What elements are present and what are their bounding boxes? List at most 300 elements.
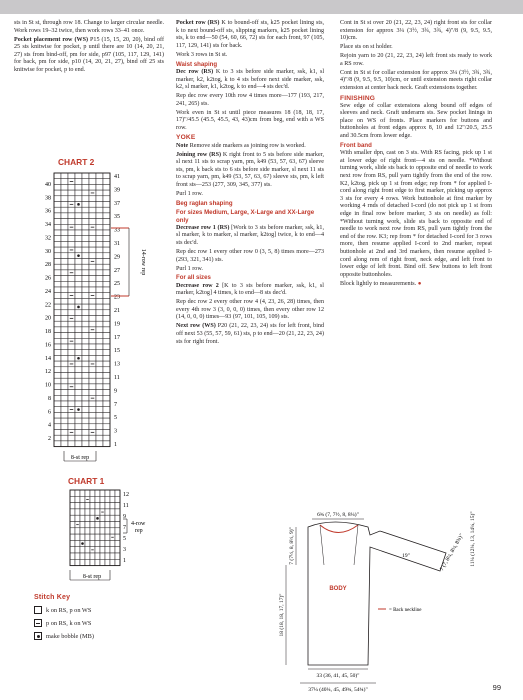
chart-cell (54, 173, 61, 179)
chart-cell (89, 230, 96, 236)
text-para: Decrease row 1 (RS) [Work to 3 sts before marker, ssk, k1, sl marker, k to marker, sl marker, k2tog] twice, k to end—4 sts dec'd. (176, 224, 324, 246)
chart-cell (85, 503, 90, 509)
chart-cell (100, 540, 105, 546)
chart-cell (68, 350, 75, 356)
sleeve-length-label: 19" (402, 553, 410, 559)
chart-cell (70, 496, 75, 502)
chart-cell (90, 540, 95, 546)
chart-cell (96, 224, 103, 230)
column-right (340, 20, 492, 290)
chart-cell (75, 173, 82, 179)
chart-cell (115, 528, 120, 534)
chart-cell (54, 333, 61, 339)
chart-cell (90, 509, 95, 515)
chart-cell (61, 327, 68, 333)
row-number: 34 (45, 222, 51, 229)
chart-cell (82, 378, 89, 384)
chart-cell (85, 509, 90, 515)
chart-cell (75, 179, 82, 185)
chart-cell (75, 401, 82, 407)
bobble-symbol-icon (81, 542, 84, 545)
chart-cell (68, 207, 75, 213)
row-number: 38 (45, 195, 51, 202)
row-number: 19 (114, 321, 120, 328)
chart-cell (61, 321, 68, 327)
chart-cell (82, 247, 89, 253)
chart-cell (89, 338, 96, 344)
chart-cell (82, 184, 89, 190)
chart-cell (105, 540, 110, 546)
row-number: 6 (48, 409, 51, 416)
text-para: With smaller dpn, cast on 3 sts. With RS facing, pick up 1 st at lower edge of right front—4 sts on needle. *Without turning work, slide sts back to opposite end of needle to work next row from RS, pull yarn tightly from the end of the row. K2, k2tog, pick up 1 st from edge; rep from * for applied I-cord along right front edge to first marker, picking up approx 3 sts for every 4 rows. Work buttonhole at first marker by working 4 rnds of detached I-cord (do not pick up 1 st from edge in final row before marker, 3 sts on needle) as foll: *Without turning work, slide sts back to opposite end of needle to work next row from RS, pull yarn tightly from the end of the row. K3; rep from * for detached I-cord for 3 rows more, then resume applied I-cord to 2nd marker, repeat buttonhole at 2nd and 3rd markers, then resume applied I-cord along rem of right front, neck edge, and left front to lower edge of left front. Bind off. Sew buttons to left front opposite buttonholes. (340, 150, 492, 278)
chart-cell (80, 509, 85, 515)
key-item: make bobble (MB) (34, 632, 94, 640)
chart1-cells (70, 490, 129, 566)
chart-cell (70, 528, 75, 534)
chart-cell (75, 190, 82, 196)
row-number: 24 (45, 288, 51, 295)
chart-cell (54, 321, 61, 327)
chart-cell (96, 230, 103, 236)
chart-cell (61, 179, 68, 185)
chart-cell (89, 418, 96, 424)
row-number: 25 (114, 281, 120, 288)
chart-cell (105, 534, 110, 540)
chart-cell (85, 515, 90, 521)
chart-cell (54, 253, 61, 259)
text-para: Purl 1 row. (176, 191, 203, 197)
chart-cell (75, 430, 82, 436)
chart-cell (82, 407, 89, 413)
chart-cell (95, 540, 100, 546)
chart-cell (100, 522, 105, 528)
chart-cell (61, 418, 68, 424)
chart-cell (61, 350, 68, 356)
row-number: 32 (45, 235, 51, 242)
chart-cell (75, 196, 82, 202)
chart-cell (115, 534, 120, 540)
chart-cell (61, 219, 68, 225)
chart-cell (89, 213, 96, 219)
chart-cell (70, 553, 75, 559)
chart-cell (82, 361, 89, 367)
chart-cell (61, 338, 68, 344)
bobble-symbol-icon (77, 254, 80, 257)
chart-cell (85, 522, 90, 528)
chart-cell (90, 515, 95, 521)
chart-cell (89, 236, 96, 242)
chart-cell (103, 355, 110, 361)
chart-cell (75, 559, 80, 565)
chart-cell (89, 333, 96, 339)
chart-cell (103, 173, 110, 179)
chart-cell (89, 207, 96, 213)
chart-cell (82, 196, 89, 202)
chart-cell (82, 321, 89, 327)
row-number: 36 (45, 208, 51, 215)
chart-cell (96, 407, 103, 413)
chart-cell (75, 390, 82, 396)
bobble-symbol-icon (77, 306, 80, 309)
chart-cell (68, 355, 75, 361)
section-subheading: Front band (340, 142, 372, 150)
chart-cell (90, 559, 95, 565)
row-number: 31 (114, 241, 120, 247)
chart-cell (82, 401, 89, 407)
step-heading: Pocket placement row (WS) (14, 36, 88, 43)
chart-cell (90, 528, 95, 534)
chart-cell (103, 304, 110, 310)
chart-cell (68, 259, 75, 265)
chart-cell (61, 202, 68, 208)
chart-cell (89, 390, 96, 396)
chart-cell (61, 196, 68, 202)
chart-cell (96, 179, 103, 185)
chart-cell (103, 430, 110, 436)
text-para: sts in St st, through row 18. Change to larger circular needle. Work rows 19–32 twice, then work rows 33–41 once. (14, 20, 164, 34)
chart-cell (95, 534, 100, 540)
chart-cell (54, 298, 61, 304)
chart-cell (68, 418, 75, 424)
chart-cell (82, 435, 89, 441)
chart-cell (54, 350, 61, 356)
chart-cell (54, 435, 61, 441)
chart-cell (61, 355, 68, 361)
chart-cell (95, 559, 100, 565)
chart-cell (75, 435, 82, 441)
chart-cell (82, 236, 89, 242)
chart-cell (95, 553, 100, 559)
chart-cell (75, 540, 80, 546)
chart-cell (103, 367, 110, 373)
chart-cell (75, 287, 82, 293)
row-rep-label: rep (135, 528, 143, 534)
chart-cell (54, 219, 61, 225)
chart-cell (85, 528, 90, 534)
text-para: Cont in St st for collar extension for approx 3¼ (3½, 3¾, 3¾, 4)"/8 (9, 9.5, 9.5, 10)cm, or until extension meets right collar extension at center back neck. Graft extensions together. (340, 69, 492, 91)
chart-cell (75, 441, 82, 447)
purl-symbol-icon (34, 619, 42, 627)
chart-cell (54, 270, 61, 276)
chart-cell (103, 236, 110, 242)
chart-cell (82, 424, 89, 430)
chart-cell (89, 344, 96, 350)
chart1-title: CHART 1 (68, 476, 105, 486)
chart-cell (96, 430, 103, 436)
chart-cell (100, 515, 105, 521)
text-para: Block lightly to measurements. ● (340, 280, 422, 287)
chart-cell (115, 559, 120, 565)
chart-cell (75, 378, 82, 384)
chart-cell (75, 184, 82, 190)
row-number: 13 (114, 361, 120, 368)
chart-cell (70, 490, 75, 496)
chart-cell (54, 310, 61, 316)
chart-cell (75, 281, 82, 287)
chart-cell (75, 361, 82, 367)
chart-cell (105, 515, 110, 521)
text-para: Note Remove side markers as joining row is worked. (176, 142, 306, 149)
chart-cell (75, 327, 82, 333)
chart-cell (68, 241, 75, 247)
chart-cell (103, 196, 110, 202)
row-number: 18 (45, 329, 51, 336)
chart-cell (96, 344, 103, 350)
row-number: 7 (123, 525, 126, 531)
chart-cell (103, 281, 110, 287)
chart-cell (115, 515, 120, 521)
chart-cell (75, 298, 82, 304)
chart-cell (89, 281, 96, 287)
chart-cell (68, 378, 75, 384)
section-subheading: For all sizes (176, 274, 211, 282)
chart-cell (61, 224, 68, 230)
chart-cell (103, 401, 110, 407)
chart-cell (75, 412, 82, 418)
chart-cell (68, 219, 75, 225)
chart-cell (89, 247, 96, 253)
bust-label: 33 (36, 41, 45, 50)" (316, 673, 360, 679)
chart-cell (54, 430, 61, 436)
chart-cell (90, 522, 95, 528)
chart-cell (54, 418, 61, 424)
chart-cell (75, 276, 82, 282)
chart-cell (96, 259, 103, 265)
chart-cell (70, 534, 75, 540)
chart-cell (103, 412, 110, 418)
row-number: 8 (48, 395, 51, 402)
garment-schematic (278, 505, 508, 695)
section-heading: YOKE (176, 134, 196, 142)
chart-cell (100, 490, 105, 496)
chart-cell (54, 424, 61, 430)
row-number: 1 (114, 442, 117, 448)
chart-cell (105, 559, 110, 565)
chart-cell (103, 378, 110, 384)
chart-cell (68, 190, 75, 196)
body-outline (308, 522, 446, 665)
chart-cell (85, 559, 90, 565)
text-para: Place sts on st holder. (340, 44, 393, 51)
chart-cell (96, 333, 103, 339)
chart-cell (95, 503, 100, 509)
chart-cell (61, 441, 68, 447)
row-number: 3 (114, 428, 117, 435)
row-number: 16 (45, 342, 51, 349)
chart-cell (61, 281, 68, 287)
chart-cell (95, 528, 100, 534)
chart-cell (80, 559, 85, 565)
chart-cell (75, 264, 82, 270)
row-number: 40 (45, 182, 51, 188)
text-para: Joining row (RS) K right front to 5 sts before side marker, sl next 11 sts to scrap yarn, pm, k49 (53, 57, 63, 67) sleeve sts, pm, k back sts to 6 sts before side marker, sl next 11 sts to scrap yarn, pm, k49 (53, 57, 63, 67) sleeve sts, pm, k left front sts—253 (277, 309, 345, 377) sts. (176, 151, 324, 189)
chart-cell (85, 553, 90, 559)
chart-cell (54, 316, 61, 322)
chart-cell (68, 424, 75, 430)
chart-cell (96, 424, 103, 430)
section-subheading: Waist shaping (176, 60, 218, 68)
chart-cell (96, 412, 103, 418)
chart-cell (82, 344, 89, 350)
chart-cell (96, 298, 103, 304)
chart-cell (75, 207, 82, 213)
chart-cell (89, 304, 96, 310)
chart-cell (82, 350, 89, 356)
row-number: 30 (45, 248, 51, 255)
upper-arm-label: 11¼ (12¼, 13, 14¼, 15)" (470, 511, 476, 567)
chart-cell (95, 490, 100, 496)
chart-cell (103, 241, 110, 247)
chart-cell (96, 207, 103, 213)
chart-cell (68, 344, 75, 350)
chart-cell (68, 321, 75, 327)
chart-cell (54, 304, 61, 310)
text-para: Rep dec row every 10th row 4 times more—177 (193, 217, 241, 265) sts. (176, 93, 324, 107)
chart-cell (70, 559, 75, 565)
text-para: Sew edge of collar extensions along bound off edges of sleeves and neck. Graft underarm sts. Sew pocket linings in place on WS of fronts. Place markers for buttons and buttonholes at front edges approx 8, 10 and 12"/20.5, 25.5 and 30.5cm from lower edge. (340, 102, 492, 140)
chart-cell (54, 395, 61, 401)
chart-cell (75, 496, 80, 502)
chart-cell (103, 418, 110, 424)
chart-cell (80, 528, 85, 534)
chart-cell (89, 407, 96, 413)
chart-cell (68, 173, 75, 179)
chart-cell (90, 496, 95, 502)
row-number: 11 (114, 375, 120, 381)
chart-cell (61, 264, 68, 270)
chart-cell (103, 224, 110, 230)
chart-cell (70, 540, 75, 546)
chart-cell (90, 534, 95, 540)
top-width-label: 6¾ (7, 7½, 8, 8¼)" (317, 512, 359, 518)
chart-cell (75, 534, 80, 540)
chart-cell (68, 395, 75, 401)
chart-cell (103, 276, 110, 282)
chart-cell (115, 496, 120, 502)
chart-cell (61, 401, 68, 407)
chart-cell (96, 213, 103, 219)
chart-cell (82, 287, 89, 293)
chart-cell (61, 184, 68, 190)
chart-cell (82, 270, 89, 276)
chart-cell (82, 355, 89, 361)
row-rep-label: 4-row (131, 521, 146, 527)
chart-cell (75, 547, 80, 553)
chart-cell (85, 534, 90, 540)
hem-label: 37¼ (40¼, 45, 49¾, 54¾)" (308, 687, 368, 693)
chart-cell (110, 528, 115, 534)
chart-cell (61, 236, 68, 242)
chart-cell (61, 253, 68, 259)
chart-cell (82, 202, 89, 208)
row-number: 27 (114, 267, 120, 274)
chart-cell (54, 441, 61, 447)
chart-cell (96, 276, 103, 282)
chart-cell (54, 224, 61, 230)
chart-cell (96, 327, 103, 333)
bobble-symbol-icon (77, 357, 80, 360)
chart-cell (70, 522, 75, 528)
chart-cell (54, 367, 61, 373)
chart-cell (54, 207, 61, 213)
chart-cell (54, 264, 61, 270)
chart-cell (54, 281, 61, 287)
bobble-symbol-icon (34, 632, 42, 640)
chart-cell (89, 367, 96, 373)
chart-cell (82, 367, 89, 373)
chart-cell (61, 344, 68, 350)
chart-cell (75, 395, 82, 401)
text-para: Rep dec row 2 every other row 4 (4, 23, 26, 28) times, then every 4th row 3 (3, 0, 0, 0) times, then every other row 12 (14, 0, 0, 0) times—93 (97, 101, 105, 109) sts. (176, 299, 324, 321)
chart-cell (103, 184, 110, 190)
chart-cell (54, 247, 61, 253)
chart-cell (80, 490, 85, 496)
chart-cell (82, 310, 89, 316)
text-para: Dec row (RS) K to 3 sts before side marker, ssk, k1, sl marker, k2, k2tog, k to 4 sts before next side marker, ssk, k2, sl marker, k1, k2tog, k to end—4 sts dec'd. (176, 68, 325, 91)
chart-cell (105, 528, 110, 534)
chart-cell (82, 298, 89, 304)
stitch-key-title: Stitch Key (34, 594, 71, 601)
row-number: 5 (114, 415, 117, 422)
chart-cell (96, 304, 103, 310)
chart-cell (75, 553, 80, 559)
chart-cell (61, 276, 68, 282)
chart-cell (82, 179, 89, 185)
row-number: 21 (114, 308, 120, 314)
chart-cell (96, 173, 103, 179)
chart-cell (89, 373, 96, 379)
chart-cell (96, 247, 103, 253)
column-middle (176, 20, 324, 348)
chart-cell (103, 310, 110, 316)
chart-cell (96, 264, 103, 270)
chart-cell (54, 407, 61, 413)
chart-cell (80, 515, 85, 521)
chart-cell (54, 338, 61, 344)
st-rep-label: 8-st rep (70, 455, 90, 461)
chart-cell (105, 553, 110, 559)
chart-cell (54, 390, 61, 396)
chart-cell (103, 350, 110, 356)
chart-cell (75, 338, 82, 344)
chart-cell (96, 253, 103, 259)
chart-cell (61, 310, 68, 316)
chart-cell (82, 441, 89, 447)
chart-cell (75, 418, 82, 424)
chart-cell (61, 412, 68, 418)
chart-cell (80, 522, 85, 528)
bobble-symbol-icon (77, 203, 80, 206)
chart-cell (89, 441, 96, 447)
chart-cell (61, 173, 68, 179)
chart-cell (96, 384, 103, 390)
chart-cell (96, 270, 103, 276)
chart-cell (82, 241, 89, 247)
chart-cell (61, 390, 68, 396)
bobble-symbol-icon (77, 408, 80, 411)
chart-cell (61, 304, 68, 310)
chart-cell (100, 528, 105, 534)
row-number: 26 (45, 275, 51, 282)
chart-cell (54, 327, 61, 333)
row-rep-label: 14-row rep (140, 248, 146, 276)
chart-cell (80, 503, 85, 509)
chart-cell (82, 430, 89, 436)
chart-cell (96, 241, 103, 247)
chart-cell (61, 287, 68, 293)
chart-cell (80, 496, 85, 502)
chart-cell (103, 395, 110, 401)
